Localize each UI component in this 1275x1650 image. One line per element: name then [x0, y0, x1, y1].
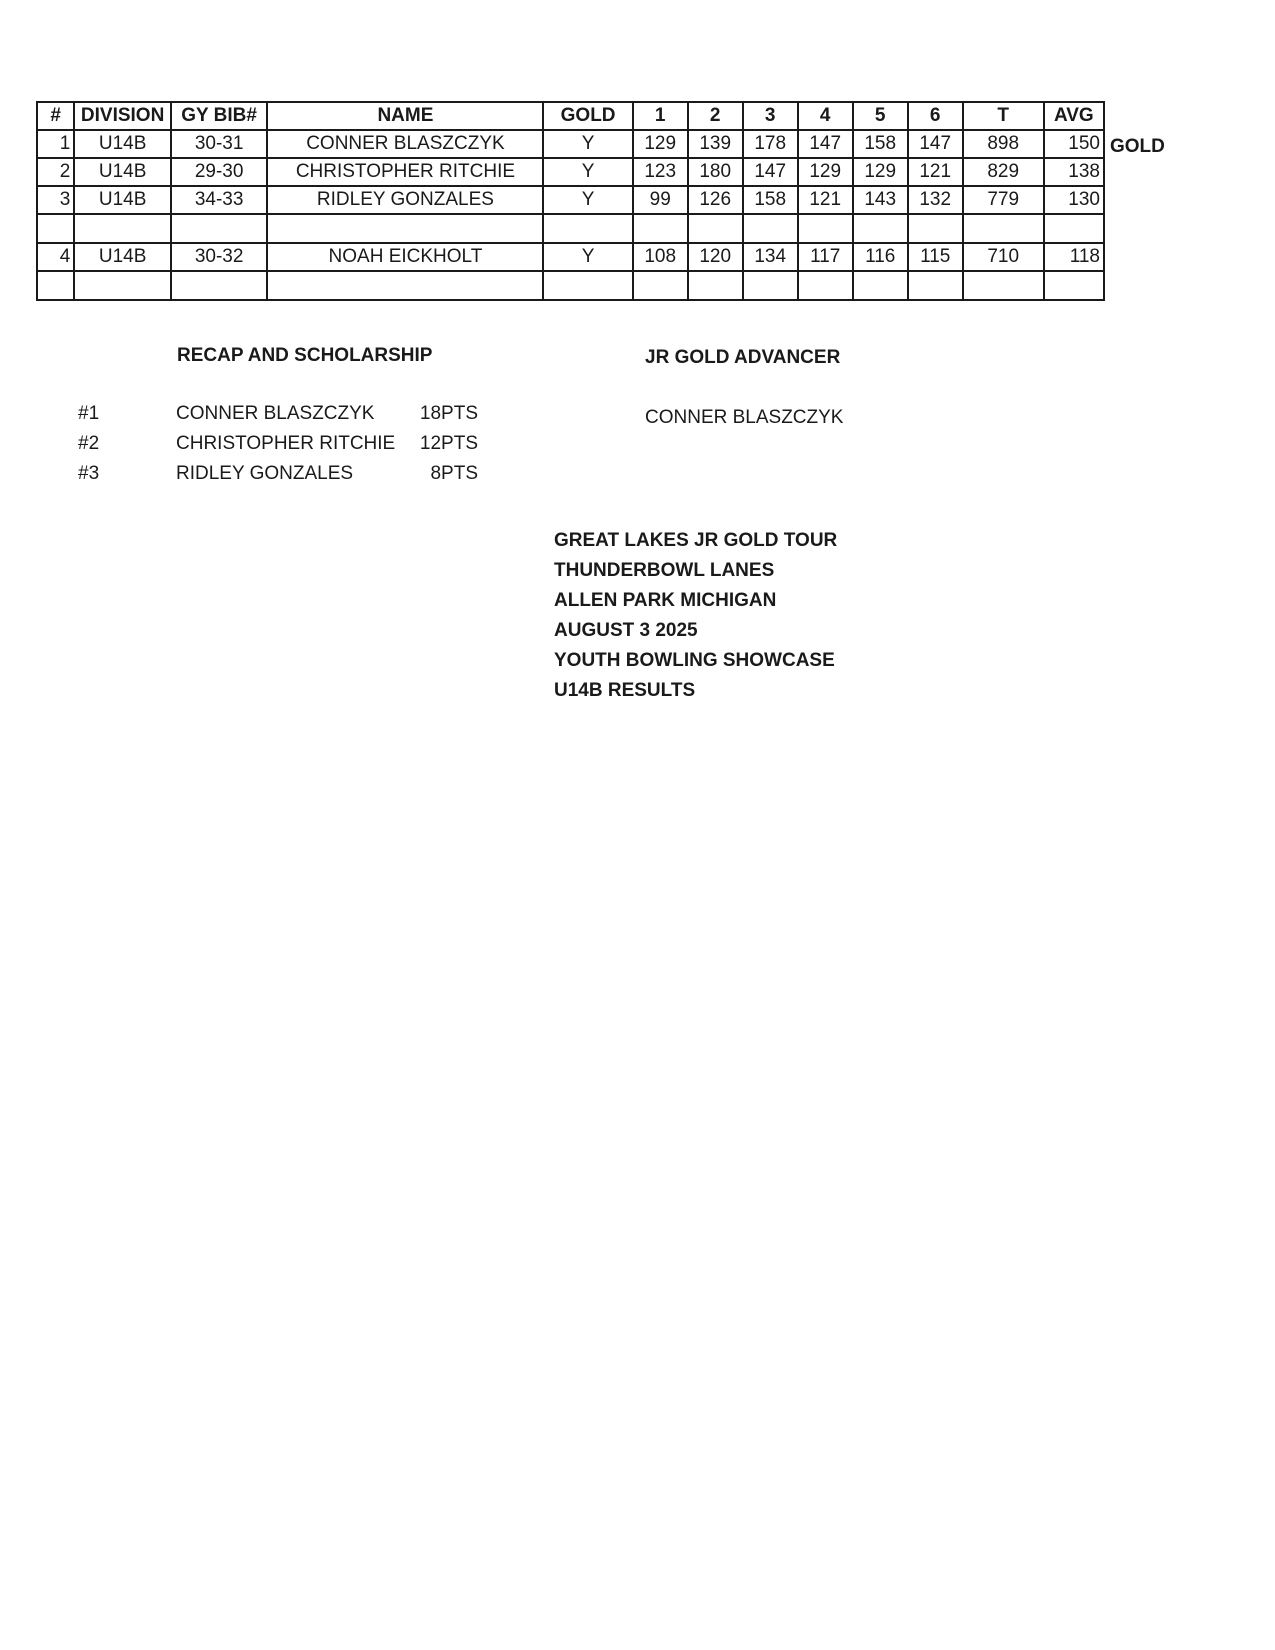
empty-cell	[267, 214, 543, 243]
recap-list	[78, 403, 478, 493]
recap-rank: #3	[78, 463, 100, 484]
rank-cell: 4	[37, 243, 74, 271]
event-info	[554, 526, 837, 706]
advancer-name: CONNER BLASZCZYK	[645, 407, 844, 428]
header-game-4: 4	[798, 102, 853, 130]
name-cell: NOAH EICKHOLT	[267, 243, 543, 271]
total-cell: 779	[963, 186, 1044, 214]
game-4-cell: 117	[798, 243, 853, 271]
rank-cell: 2	[37, 158, 74, 186]
game-1-cell: 99	[633, 186, 688, 214]
game-3-cell: 147	[743, 158, 798, 186]
game-5-cell: 158	[853, 130, 908, 158]
game-3-cell: 158	[743, 186, 798, 214]
gold-cell: Y	[543, 130, 632, 158]
table-row-blank	[37, 271, 1104, 300]
advancer-heading: JR GOLD ADVANCER	[645, 347, 841, 368]
game-2-cell: 180	[688, 158, 743, 186]
event-tour: GREAT LAKES JR GOLD TOUR	[554, 530, 838, 551]
results-table	[36, 101, 1105, 301]
list-item	[78, 463, 478, 493]
empty-cell	[267, 271, 543, 300]
gold-cell: Y	[543, 243, 632, 271]
recap-points: 8PTS	[430, 463, 478, 484]
empty-cell	[1044, 214, 1104, 243]
empty-cell	[74, 214, 171, 243]
gold-side-note: GOLD	[1110, 136, 1165, 157]
empty-cell	[37, 271, 74, 300]
header-game-3: 3	[743, 102, 798, 130]
recap-points: 18PTS	[419, 403, 478, 424]
table-row	[37, 186, 1104, 214]
header-rank: #	[37, 102, 74, 130]
division-cell: U14B	[74, 130, 171, 158]
empty-cell	[37, 214, 74, 243]
empty-cell	[908, 271, 963, 300]
game-6-cell: 121	[908, 158, 963, 186]
header-total: T	[963, 102, 1044, 130]
game-2-cell: 126	[688, 186, 743, 214]
header-game-6: 6	[908, 102, 963, 130]
empty-cell	[743, 214, 798, 243]
empty-cell	[171, 271, 268, 300]
empty-cell	[543, 271, 632, 300]
game-2-cell: 139	[688, 130, 743, 158]
table-row	[37, 130, 1104, 158]
game-6-cell: 147	[908, 130, 963, 158]
game-5-cell: 143	[853, 186, 908, 214]
bib-cell: 30-32	[171, 243, 268, 271]
recap-rank: #1	[78, 403, 100, 424]
name-cell: CHRISTOPHER RITCHIE	[267, 158, 543, 186]
game-1-cell: 108	[633, 243, 688, 271]
game-1-cell: 123	[633, 158, 688, 186]
game-4-cell: 147	[798, 130, 853, 158]
empty-cell	[743, 271, 798, 300]
empty-cell	[853, 271, 908, 300]
header-game-1: 1	[633, 102, 688, 130]
list-item	[78, 403, 478, 433]
division-cell: U14B	[74, 243, 171, 271]
game-5-cell: 116	[853, 243, 908, 271]
recap-heading: RECAP AND SCHOLARSHIP	[177, 345, 433, 366]
empty-cell	[688, 214, 743, 243]
gold-cell: Y	[543, 186, 632, 214]
rank-cell: 3	[37, 186, 74, 214]
name-cell: CONNER BLASZCZYK	[267, 130, 543, 158]
header-division: DIVISION	[74, 102, 171, 130]
empty-cell	[543, 214, 632, 243]
empty-cell	[853, 214, 908, 243]
game-6-cell: 115	[908, 243, 963, 271]
event-results-title: U14B RESULTS	[554, 680, 696, 701]
event-name: YOUTH BOWLING SHOWCASE	[554, 650, 835, 671]
header-game-2: 2	[688, 102, 743, 130]
empty-cell	[633, 214, 688, 243]
game-6-cell: 132	[908, 186, 963, 214]
average-cell: 150	[1044, 130, 1104, 158]
game-4-cell: 129	[798, 158, 853, 186]
average-cell: 130	[1044, 186, 1104, 214]
table-row	[37, 158, 1104, 186]
empty-cell	[798, 214, 853, 243]
game-3-cell: 178	[743, 130, 798, 158]
game-4-cell: 121	[798, 186, 853, 214]
table-row	[37, 243, 1104, 271]
average-cell: 138	[1044, 158, 1104, 186]
empty-cell	[633, 271, 688, 300]
recap-name: CHRISTOPHER RITCHIE	[176, 433, 396, 454]
bib-cell: 34-33	[171, 186, 268, 214]
gold-cell: Y	[543, 158, 632, 186]
event-date: AUGUST 3 2025	[554, 620, 698, 641]
bib-cell: 29-30	[171, 158, 268, 186]
header-name: NAME	[267, 102, 543, 130]
game-3-cell: 134	[743, 243, 798, 271]
header-gold: GOLD	[543, 102, 632, 130]
total-cell: 898	[963, 130, 1044, 158]
empty-cell	[963, 271, 1044, 300]
event-venue: THUNDERBOWL LANES	[554, 560, 775, 581]
table-row-blank	[37, 214, 1104, 243]
recap-points: 12PTS	[419, 433, 478, 454]
total-cell: 710	[963, 243, 1044, 271]
header-row	[37, 102, 1104, 130]
total-cell: 829	[963, 158, 1044, 186]
event-location: ALLEN PARK MICHIGAN	[554, 590, 777, 611]
name-cell: RIDLEY GONZALES	[267, 186, 543, 214]
list-item	[78, 433, 478, 463]
empty-cell	[688, 271, 743, 300]
bib-cell: 30-31	[171, 130, 268, 158]
header-game-5: 5	[853, 102, 908, 130]
header-average: AVG	[1044, 102, 1104, 130]
game-1-cell: 129	[633, 130, 688, 158]
average-cell: 118	[1044, 243, 1104, 271]
recap-name: RIDLEY GONZALES	[176, 463, 354, 484]
empty-cell	[798, 271, 853, 300]
recap-name: CONNER BLASZCZYK	[176, 403, 375, 424]
game-5-cell: 129	[853, 158, 908, 186]
empty-cell	[1044, 271, 1104, 300]
empty-cell	[171, 214, 268, 243]
header-bib: GY BIB#	[171, 102, 268, 130]
division-cell: U14B	[74, 186, 171, 214]
division-cell: U14B	[74, 158, 171, 186]
empty-cell	[963, 214, 1044, 243]
empty-cell	[908, 214, 963, 243]
rank-cell: 1	[37, 130, 74, 158]
empty-cell	[74, 271, 171, 300]
recap-rank: #2	[78, 433, 100, 454]
game-2-cell: 120	[688, 243, 743, 271]
